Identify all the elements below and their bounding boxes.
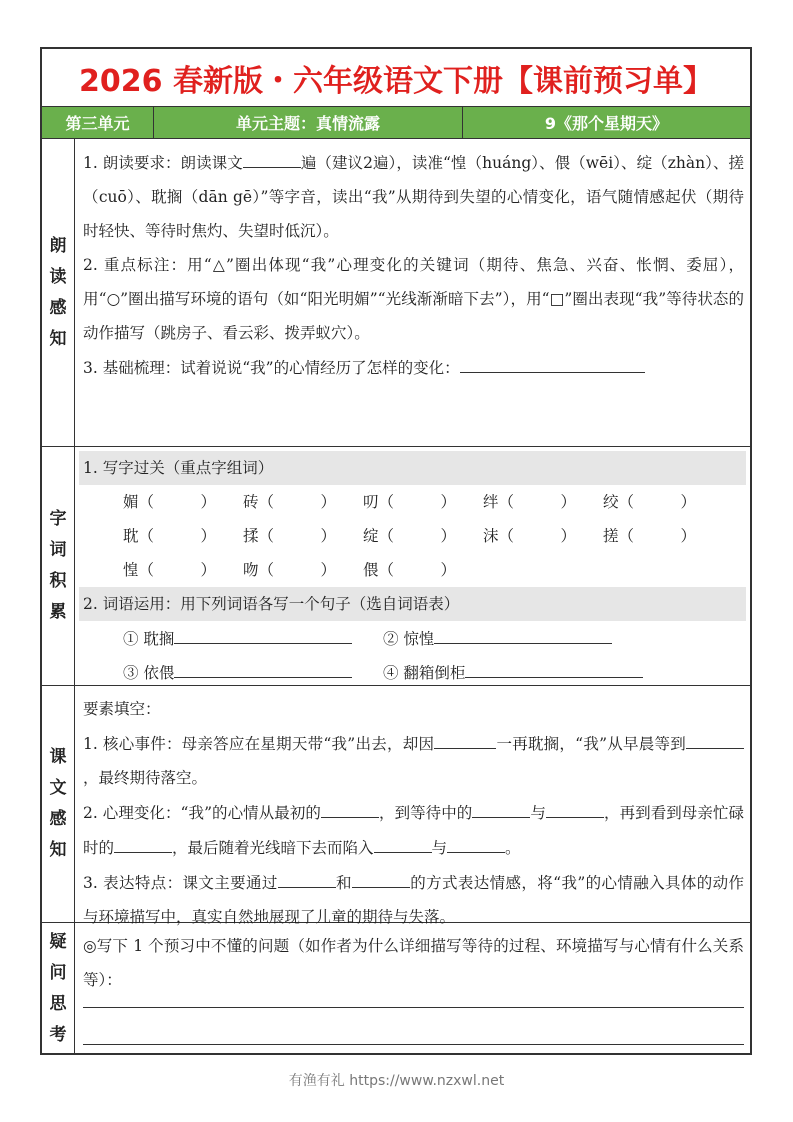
char-item[interactable]: 沫（ ） <box>483 527 577 545</box>
word-item <box>383 621 643 656</box>
word-label: ④ 翻箱倒柜 <box>383 663 466 682</box>
word-row <box>123 655 744 689</box>
text-part: 2. 心理变化：“我”的心情从最初的 <box>83 804 321 822</box>
char-grid <box>83 485 744 587</box>
text-part: 。 <box>505 839 521 857</box>
text-intro: 要素填空： <box>83 700 161 718</box>
fill-blank[interactable] <box>472 795 530 818</box>
answer-line[interactable] <box>83 1008 744 1045</box>
lesson-title: 9《那个星期天》 <box>544 114 669 133</box>
char-item[interactable]: 吻（ ） <box>243 561 337 579</box>
text-part: ，到等待中的 <box>378 804 473 822</box>
text-content <box>75 686 750 926</box>
word-label: ③ 依偎 <box>123 663 175 682</box>
char-row <box>123 553 744 587</box>
text-part: ，最后随着光线暗下去而陷入 <box>172 839 374 857</box>
char-item[interactable]: 绊（ ） <box>483 493 577 511</box>
char-item[interactable]: 揉（ ） <box>243 527 337 545</box>
label-char: 考 <box>49 1025 67 1045</box>
label-char: 字 <box>49 509 67 529</box>
char-row <box>123 519 744 553</box>
text-item-2 <box>83 795 744 865</box>
text-part: 1. 核心事件：母亲答应在星期天带“我”出去，却因 <box>83 735 435 753</box>
text-part: 和 <box>335 874 352 892</box>
reading-item-3 <box>83 350 744 385</box>
text-part: 与 <box>530 804 546 822</box>
fill-blank[interactable] <box>374 830 432 853</box>
word-grid <box>83 621 744 689</box>
question-section <box>42 923 750 1055</box>
char-item[interactable]: 绞（ ） <box>603 493 697 511</box>
word-item <box>123 621 383 656</box>
reading-content <box>75 139 750 446</box>
label-char: 问 <box>49 963 67 983</box>
fill-blank[interactable] <box>174 655 352 678</box>
word-label: ② 惊惶 <box>383 629 435 648</box>
char-item[interactable]: 砖（ ） <box>243 493 337 511</box>
text-part: ，最终期待落空。 <box>83 769 208 787</box>
char-item[interactable]: 偎（ ） <box>363 561 457 579</box>
label-char: 文 <box>49 778 67 798</box>
word-row <box>123 621 744 655</box>
reading-text: 1. 朗读要求：朗读课文 <box>83 154 243 172</box>
label-char: 疑 <box>49 932 67 952</box>
section-label-reading <box>42 139 75 446</box>
text-section <box>42 686 750 926</box>
fill-blank[interactable] <box>174 621 352 644</box>
char-row <box>123 485 744 519</box>
fill-blank[interactable] <box>686 726 744 749</box>
label-char: 感 <box>49 809 67 829</box>
answer-line[interactable] <box>83 997 744 1008</box>
header-bar <box>42 107 750 139</box>
fill-blank[interactable] <box>460 350 645 373</box>
text-part: 3. 表达特点：课文主要通过 <box>83 874 278 892</box>
section-label-text <box>42 686 75 922</box>
page-title: 2026 春新版・六年级语文下册【课前预习单】 <box>42 49 750 107</box>
label-char: 累 <box>49 602 67 622</box>
section-label-vocab <box>42 447 75 685</box>
word-item <box>383 655 643 690</box>
worksheet <box>40 47 752 1055</box>
label-char: 读 <box>49 266 67 287</box>
label-char: 思 <box>49 994 67 1014</box>
label-char: 感 <box>49 297 67 318</box>
label-char: 积 <box>49 571 67 591</box>
fill-blank[interactable] <box>447 830 505 853</box>
char-item[interactable]: 惶（ ） <box>123 561 217 579</box>
text-part: ，再到看到母亲忙碌时的 <box>83 804 744 857</box>
fill-blank[interactable] <box>546 795 604 818</box>
section-label-question <box>42 923 75 1055</box>
label-char: 知 <box>49 840 67 860</box>
char-item[interactable]: 叨（ ） <box>363 493 457 511</box>
label-char: 课 <box>49 747 67 767</box>
char-item[interactable]: 媚（ ） <box>123 493 217 511</box>
text-item-1 <box>83 726 744 795</box>
label-char: 知 <box>49 328 67 349</box>
fill-blank[interactable] <box>352 865 410 888</box>
question-content <box>75 923 750 1055</box>
fill-blank[interactable] <box>114 830 172 853</box>
reading-section <box>42 139 750 447</box>
reading-text: 3. 基础梳理：试着说说“我”的心情经历了怎样的变化： <box>83 359 460 377</box>
reading-item-2: 2. 重点标注：用“△”圈出体现“我”心理变化的关键词（期待、焦急、兴奋、怅惘、委屈），用“○”圈出描写环境的语句（如“阳光明媚”“光线渐渐暗下去”），用“□”圈出表现“我”等待状态的动作描写（跳房子、看云彩、拨弄蚁穴）。 <box>83 256 744 342</box>
reading-text: 遍（建议2遍），读准“惶（huáng）、偎（wēi）、绽（zhàn）、搓（cuō）、耽搁（dān gē）”等字音，读出“我”从期待到失望的心情变化，语气随情感起伏（期待时轻快、等待时焦灼、失望时低沉）。 <box>83 154 745 240</box>
vocab-heading-1: 1. 写字过关（重点字组词） <box>79 451 746 485</box>
fill-blank[interactable] <box>243 145 301 168</box>
char-item[interactable]: 耽（ ） <box>123 527 217 545</box>
vocab-content <box>75 447 750 685</box>
reading-item-1 <box>83 145 744 248</box>
fill-blank[interactable] <box>321 795 379 818</box>
footer-url[interactable]: 有渔有礼 https://www.nzxwl.net <box>288 1073 505 1089</box>
fill-blank[interactable] <box>278 865 336 888</box>
unit-label: 第三单元 <box>42 107 154 138</box>
text-part: 与 <box>431 839 448 857</box>
word-item <box>123 655 383 690</box>
fill-blank[interactable] <box>465 655 643 678</box>
char-item[interactable]: 绽（ ） <box>363 527 457 545</box>
label-char: 朗 <box>49 235 67 256</box>
label-char: 词 <box>49 540 67 560</box>
fill-blank[interactable] <box>434 726 496 749</box>
vocab-section <box>42 447 750 686</box>
text-part: 的方式表达情感，将“我”的心情融入具体的动作与环境描写中，真实自然地展现了儿童的期待与失落。 <box>83 874 744 926</box>
vocab-heading-2: 2. 词语运用：用下列词语各写一个句子（选自词语表） <box>79 587 746 621</box>
fill-blank[interactable] <box>434 621 612 644</box>
unit-theme: 单元主题：真情流露 <box>154 107 463 138</box>
text-part: 一再耽搁，“我”从早晨等到 <box>496 735 686 753</box>
word-label: ① 耽搁 <box>123 629 175 648</box>
question-prompt: ◎写下 1 个预习中不懂的问题（如作者为什么详细描写等待的过程、环境描写与心情有什么关系等）： <box>83 937 744 989</box>
char-item[interactable]: 搓（ ） <box>603 527 697 545</box>
